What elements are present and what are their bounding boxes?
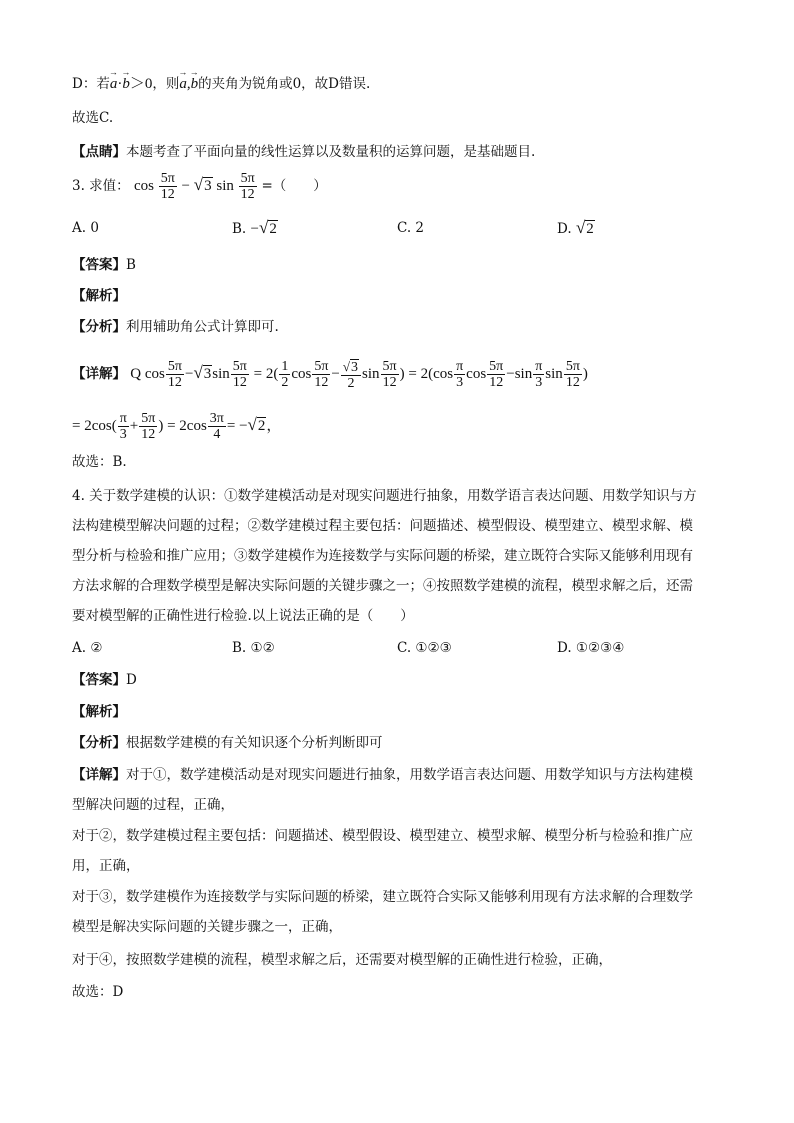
minus-sign: − bbox=[181, 178, 191, 194]
q4-answer bbox=[72, 670, 137, 690]
plus-sign: + bbox=[129, 418, 139, 434]
option-label: B. bbox=[232, 221, 247, 237]
q4-stem-line-5: 要对模型解的正确性进行检验.以上说法正确的是（ ） bbox=[72, 608, 414, 624]
frac-den: 12 bbox=[382, 375, 397, 391]
q4-detail-line-2: 型解决问题的过程，正确， bbox=[72, 797, 234, 813]
sqrt-arg: 2 bbox=[257, 418, 266, 434]
q3-option-c: C. 2 bbox=[397, 220, 425, 236]
fraction-3pi-4 bbox=[208, 411, 226, 442]
q4-detail-line-4: 用，正确， bbox=[72, 858, 140, 874]
minus-sign: − bbox=[184, 366, 194, 382]
cos-func: cos bbox=[291, 366, 312, 382]
fraction bbox=[231, 359, 249, 390]
q4-conclusion: 故选：D bbox=[72, 984, 124, 1000]
fenxi-text: 根据数学建模的有关知识逐个分析判断即可 bbox=[126, 735, 383, 751]
equals-two-cos: = 2(cos bbox=[408, 366, 454, 382]
fenxi-text: 利用辅助角公式计算即可. bbox=[126, 319, 279, 335]
fraction bbox=[381, 359, 399, 390]
fenxi-label: 【分析】 bbox=[72, 735, 126, 751]
sin-func: sin bbox=[362, 366, 380, 382]
close-paren: ) bbox=[582, 366, 588, 382]
q3-conclusion: 故选：B. bbox=[72, 454, 127, 470]
fraction-pi-3 bbox=[118, 411, 129, 442]
q4-detail-line-3: 对于②，数学建模过程主要包括：问题描述、模型假设、模型建立、模型求解、模型分析与检验和推广应 bbox=[72, 828, 693, 844]
fraction-5pi-12-b bbox=[239, 171, 257, 202]
fraction-half bbox=[279, 359, 290, 390]
q4-option-d: D. ①②③④ bbox=[557, 640, 625, 656]
q3-option-d: D. √2 bbox=[557, 218, 594, 237]
cos-func: cos bbox=[133, 178, 154, 194]
q3-prefix: 3. 求值： bbox=[72, 178, 130, 194]
frac-num: 5π bbox=[232, 359, 247, 375]
sqrt-arg: 3 bbox=[203, 366, 212, 382]
fraction bbox=[312, 359, 330, 390]
frac-den: 12 bbox=[240, 187, 255, 203]
frac-num: 1 bbox=[281, 359, 289, 375]
cos-func: cos bbox=[466, 366, 487, 382]
detail-text: 对于①，数学建模活动是对现实问题进行抽象，用数学语言表达问题、用数学知识与方法构建模 bbox=[126, 767, 693, 783]
sqrt: √2 bbox=[247, 415, 266, 434]
fraction bbox=[564, 359, 582, 390]
q4-detail-line-5: 对于③，数学建模作为连接数学与实际问题的桥梁，建立既符合实际又能够利用现有方法求解的合理数学 bbox=[72, 889, 693, 905]
sqrt-arg: 3 bbox=[351, 359, 359, 375]
answer-label: 【答案】 bbox=[72, 257, 126, 273]
equals-blank: =（ ） bbox=[261, 178, 327, 194]
text-d-suffix: 的夹角为锐角或0，故D错误. bbox=[198, 76, 371, 92]
because-symbol: Q bbox=[130, 366, 142, 382]
vector-a-2: → a bbox=[179, 74, 187, 94]
frac-den: 12 bbox=[160, 187, 175, 203]
frac-den: 12 bbox=[314, 375, 329, 391]
minus-sign: − bbox=[331, 366, 340, 382]
q4-option-c: C. ①②③ bbox=[397, 640, 452, 656]
frac-num: 5π bbox=[141, 411, 156, 427]
frac-num: 5π bbox=[382, 359, 397, 375]
frac-den: 12 bbox=[232, 375, 247, 391]
comment-label: 【点睛】 bbox=[72, 144, 126, 160]
frac-num: 5π bbox=[160, 171, 175, 187]
q4-detail-line-1 bbox=[72, 765, 693, 785]
q3-detail-line-1 bbox=[72, 356, 588, 391]
q4-option-a: A. ② bbox=[72, 640, 103, 656]
fraction bbox=[487, 359, 505, 390]
sin-func: sin bbox=[514, 366, 533, 382]
fraction-pi-3 bbox=[533, 359, 544, 390]
sqrt-arg: 2 bbox=[586, 221, 594, 237]
q4-stem-line-4: 方法求解的合理数学模型是解决实际问题的关键步骤之一；④按照数学建模的流程，模型求解之后，还需 bbox=[72, 578, 693, 594]
frac-num: 5π bbox=[314, 359, 329, 375]
q4-analysis-label: 【解析】 bbox=[72, 704, 126, 720]
option-label: D. bbox=[557, 221, 572, 237]
frac-den: 3 bbox=[119, 427, 127, 443]
equals-two-cos-paren: = 2cos( bbox=[72, 418, 117, 434]
fraction bbox=[139, 411, 157, 442]
comma: ， bbox=[266, 418, 282, 434]
q4-stem-line-2: 法构建模型解决问题的过程；②数学建模过程主要包括：问题描述、模型假设、模型建立、模型求解、模 bbox=[72, 518, 693, 534]
q3-detail-line-2 bbox=[72, 408, 281, 443]
frac-num: 5π bbox=[167, 359, 182, 375]
fraction-5pi-12 bbox=[159, 171, 177, 202]
comment-text: 本题考查了平面向量的线性运算以及数量积的运算问题，是基础题目. bbox=[126, 144, 536, 160]
fenxi-label: 【分析】 bbox=[72, 319, 126, 335]
sqrt-arg: 3 bbox=[204, 178, 212, 194]
frac-den: 3 bbox=[456, 375, 464, 391]
vector-a: → a bbox=[110, 74, 118, 94]
gt-zero: ＞0 bbox=[129, 76, 153, 92]
frac-num: π bbox=[119, 411, 127, 427]
comment-line bbox=[72, 142, 535, 162]
close-paren: ) bbox=[399, 366, 405, 382]
equals-two-cos: ) = 2cos bbox=[158, 418, 207, 434]
sqrt-3: √3 bbox=[193, 175, 212, 194]
answer-value: D bbox=[126, 672, 137, 688]
frac-num: 5π bbox=[489, 359, 504, 375]
frac-den: 12 bbox=[141, 427, 156, 443]
text-d-prefix: D：若 bbox=[72, 76, 110, 92]
sqrt-arg: 2 bbox=[269, 221, 277, 237]
detail-label: 【详解】 bbox=[72, 767, 126, 783]
sin-func: sin bbox=[212, 366, 230, 382]
q4-option-b: B. ①② bbox=[232, 640, 275, 656]
q4-detail-line-6: 模型是解决实际问题的关键步骤之一，正确， bbox=[72, 919, 342, 935]
frac-num: 5π bbox=[565, 359, 580, 375]
frac-num: π bbox=[535, 359, 543, 375]
frac-den: 12 bbox=[167, 375, 182, 391]
q4-fenxi bbox=[72, 733, 383, 753]
answer-label: 【答案】 bbox=[72, 672, 126, 688]
frac-num: π bbox=[456, 359, 464, 375]
question-3-stem bbox=[72, 168, 327, 203]
frac-num: 3π bbox=[209, 411, 224, 427]
frac-den: 2 bbox=[347, 375, 355, 391]
text-then: ，则 bbox=[152, 76, 180, 92]
comma: , bbox=[186, 76, 191, 92]
q3-option-b: B. −√2 bbox=[232, 218, 277, 237]
answer-value: B bbox=[126, 257, 136, 273]
sin-func: sin bbox=[216, 178, 234, 194]
cos-func: cos bbox=[144, 366, 165, 382]
q3-answer bbox=[72, 255, 136, 275]
frac-den: 2 bbox=[281, 375, 289, 391]
q4-detail-line-7: 对于④，按照数学建模的流程，模型求解之后，还需要对模型解的正确性进行检验，正确， bbox=[72, 952, 612, 968]
frac-den: 3 bbox=[535, 375, 543, 391]
vector-b-2: → b bbox=[191, 74, 199, 94]
fraction-sqrt3-2: $\frac{√3}{2}$ bbox=[341, 359, 361, 391]
frac-den: 4 bbox=[213, 427, 221, 443]
equals-minus: = − bbox=[226, 418, 248, 434]
q4-stem-line-3: 型分析与检验和推广应用；③数学建模作为连接数学与实际问题的桥梁，建立既符合实际又能够利用现有 bbox=[72, 548, 693, 564]
sqrt: √3 bbox=[193, 363, 212, 382]
q3-analysis-label: 【解析】 bbox=[72, 288, 126, 304]
minus-sign: − bbox=[506, 366, 515, 382]
q3-option-a: A. 0 bbox=[72, 220, 99, 236]
sin-func: sin bbox=[545, 366, 563, 382]
frac-den: 12 bbox=[565, 375, 580, 391]
frac-num: 5π bbox=[240, 171, 255, 187]
q3-fenxi bbox=[72, 317, 279, 337]
frac-den: 12 bbox=[489, 375, 504, 391]
q4-stem-line-1: 4. 关于数学建模的认识：①数学建模活动是对现实问题进行抽象，用数学语言表达问题、用数学知识与方 bbox=[72, 488, 697, 504]
fraction-pi-3 bbox=[454, 359, 465, 390]
equals-two: = 2( bbox=[253, 366, 279, 382]
detail-label: 【详解】 bbox=[72, 366, 126, 382]
minus-sign: − bbox=[250, 221, 259, 237]
vector-b: → b bbox=[122, 74, 130, 94]
conclusion-q2: 故选C. bbox=[72, 110, 114, 126]
dot-operator: · bbox=[117, 76, 123, 92]
statement-d bbox=[72, 74, 370, 94]
fraction bbox=[166, 359, 184, 390]
